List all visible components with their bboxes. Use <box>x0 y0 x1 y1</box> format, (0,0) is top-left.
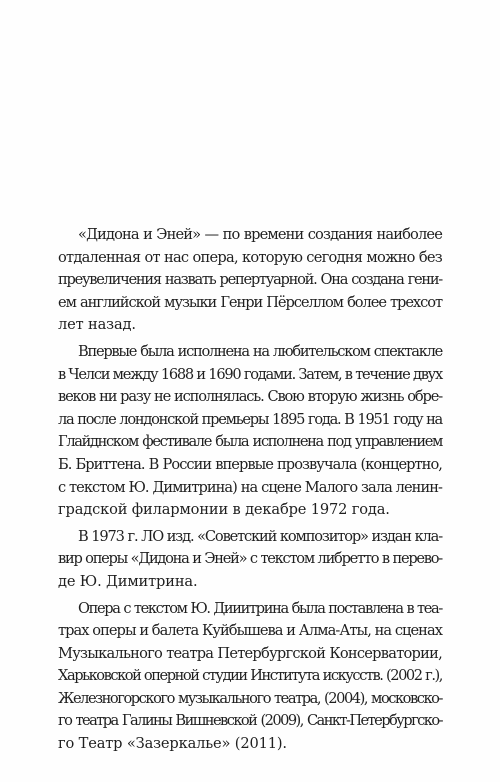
text-line: Впервые была исполнена на любительском спектакле <box>78 342 442 360</box>
text-line: Музыкального театра Петербургской Консерватории, <box>58 644 442 662</box>
paragraph <box>58 598 442 756</box>
text-line: Б. Бриттена. В России впервые прозвучала (концертно, <box>58 455 442 473</box>
text-line: Железногорского музыкального театра, (2004), московско- <box>58 689 442 707</box>
text-line: трах оперы и балета Куйбышева и Алма-Аты, на сценах <box>58 622 442 640</box>
text-line: Глайднском фестивале была исполнена под управлением <box>58 433 442 451</box>
text-line: ла после лондонской премьеры 1895 года. В 1951 году на <box>58 410 442 428</box>
text-line: вир оперы «Дидона и Эней» с текстом либретто в перево- <box>58 550 442 568</box>
text-line: с текстом Ю. Димитрина) на сцене Малого зала ленин- <box>58 478 442 496</box>
text-line: го Театр «Зазеркалье» (2011). <box>58 735 287 753</box>
text-line: В 1973 г. ЛО изд. «Советский композитор» издан кла- <box>78 527 442 545</box>
text-line: в Челси между 1688 и 1690 годами. Затем, в течение двух <box>58 365 442 383</box>
text-line: де Ю. Димитрина. <box>58 572 198 590</box>
paragraph <box>58 341 442 522</box>
text-line: ем английской музыки Генри Пёрселлом более трехсот <box>58 293 442 311</box>
text-line: градской филармонии в декабре 1972 года. <box>58 501 390 519</box>
text-line: Харьковской оперной студии Института искусств. (2002 г.), <box>58 667 442 685</box>
text-line: веков ни разу не исполнялась. Свою вторую жизнь обре- <box>58 388 442 406</box>
text-line: «Дидона и Эней» — по времени создания наиболее <box>78 226 442 243</box>
text-line: лет назад. <box>58 316 136 334</box>
body-text <box>58 224 442 756</box>
text-line: отдаленная от нас опера, которую сегодня можно без <box>58 248 442 266</box>
text-line: преувеличения назвать репертуарной. Она создана гени- <box>58 271 442 289</box>
text-line: Опера с текстом Ю. Дииитрина была поставлена в теа- <box>78 599 442 617</box>
text-line: го театра Галины Вишневской (2009), Санкт-Петербургско- <box>58 712 442 730</box>
paragraph <box>58 526 442 594</box>
paragraph <box>58 224 442 337</box>
